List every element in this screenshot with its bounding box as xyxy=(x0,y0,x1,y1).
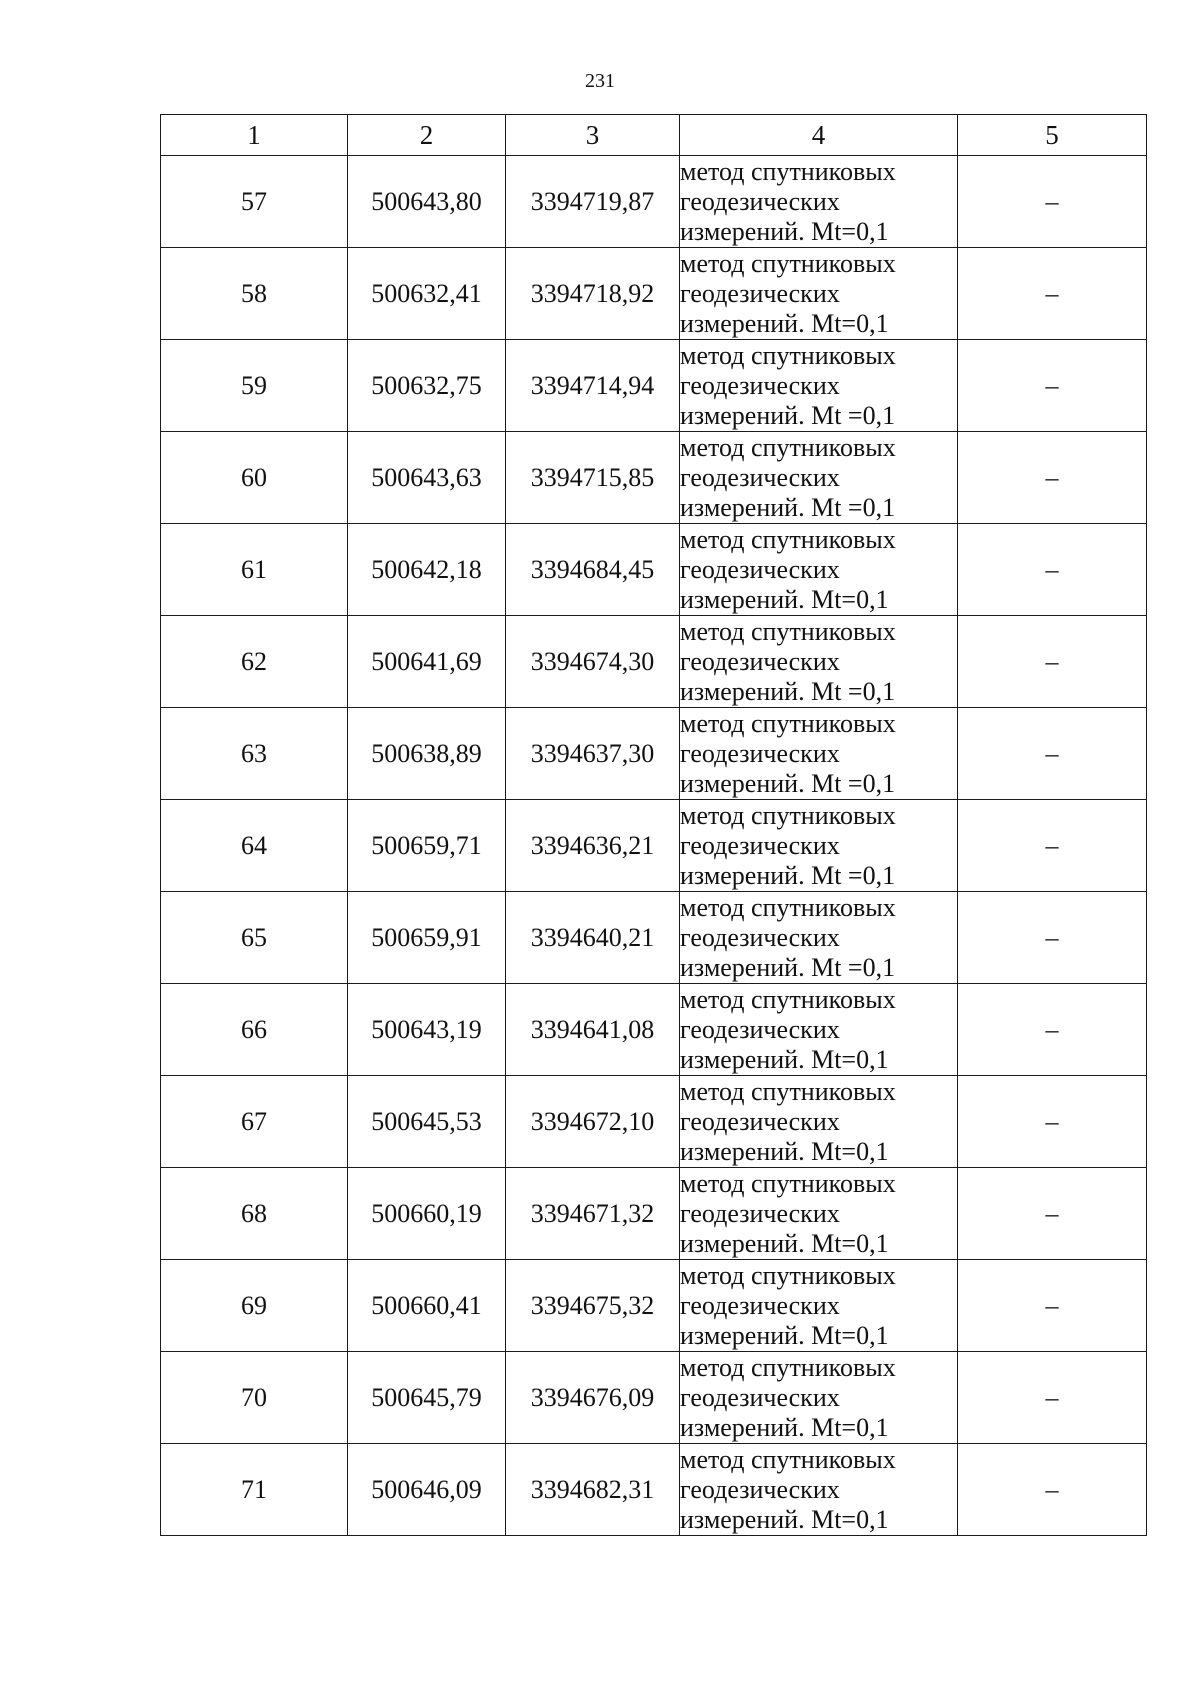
point-number-cell: 64 xyxy=(161,800,348,892)
note-cell: – xyxy=(958,1352,1147,1444)
method-line: измерений. Mt=0,1 xyxy=(680,216,889,246)
table-row xyxy=(161,800,1147,892)
x-coordinate-cell: 500632,75 xyxy=(348,340,506,432)
y-coordinate-cell: 3394641,08 xyxy=(506,984,680,1076)
point-number-cell: 69 xyxy=(161,1260,348,1352)
method-line: геодезических xyxy=(680,1474,840,1504)
method-line: геодезических xyxy=(680,1198,840,1228)
method-cell xyxy=(680,432,958,524)
table-row xyxy=(161,340,1147,432)
y-coordinate-cell: 3394640,21 xyxy=(506,892,680,984)
method-line: геодезических xyxy=(680,830,840,860)
header-cell: 5 xyxy=(958,115,1147,156)
note-cell: – xyxy=(958,340,1147,432)
x-coordinate-cell: 500645,53 xyxy=(348,1076,506,1168)
x-coordinate-cell: 500638,89 xyxy=(348,708,506,800)
x-coordinate-cell: 500646,09 xyxy=(348,1444,506,1536)
method-line: метод спутниковых xyxy=(680,432,896,462)
method-line: геодезических xyxy=(680,922,840,952)
note-cell: – xyxy=(958,156,1147,248)
y-coordinate-cell: 3394714,94 xyxy=(506,340,680,432)
y-coordinate-cell: 3394671,32 xyxy=(506,1168,680,1260)
note-cell: – xyxy=(958,432,1147,524)
note-cell: – xyxy=(958,984,1147,1076)
method-cell xyxy=(680,340,958,432)
x-coordinate-cell: 500659,71 xyxy=(348,800,506,892)
table-body xyxy=(161,156,1147,1536)
note-cell: – xyxy=(958,1076,1147,1168)
note-cell: – xyxy=(958,616,1147,708)
method-line: метод спутниковых xyxy=(680,616,896,646)
x-coordinate-cell: 500643,63 xyxy=(348,432,506,524)
method-line: геодезических xyxy=(680,646,840,676)
y-coordinate-cell: 3394637,30 xyxy=(506,708,680,800)
table-row xyxy=(161,984,1147,1076)
method-cell xyxy=(680,892,958,984)
point-number-cell: 71 xyxy=(161,1444,348,1536)
point-number-cell: 57 xyxy=(161,156,348,248)
note-cell: – xyxy=(958,248,1147,340)
x-coordinate-cell: 500659,91 xyxy=(348,892,506,984)
method-line: метод спутниковых xyxy=(680,524,896,554)
method-line: измерений. Mt=0,1 xyxy=(680,1504,889,1534)
method-line: геодезических xyxy=(680,1106,840,1136)
page-number: 231 xyxy=(585,70,615,92)
point-number-cell: 60 xyxy=(161,432,348,524)
method-line: измерений. Mt =0,1 xyxy=(680,768,896,798)
method-line: геодезических xyxy=(680,278,840,308)
x-coordinate-cell: 500643,19 xyxy=(348,984,506,1076)
point-number-cell: 61 xyxy=(161,524,348,616)
method-line: метод спутниковых xyxy=(680,800,896,830)
method-line: геодезических xyxy=(680,738,840,768)
note-cell: – xyxy=(958,892,1147,984)
method-line: метод спутниковых xyxy=(680,248,896,278)
y-coordinate-cell: 3394675,32 xyxy=(506,1260,680,1352)
method-line: метод спутниковых xyxy=(680,892,896,922)
note-cell: – xyxy=(958,524,1147,616)
table-row xyxy=(161,708,1147,800)
method-cell xyxy=(680,984,958,1076)
point-number-cell: 59 xyxy=(161,340,348,432)
note-cell: – xyxy=(958,1260,1147,1352)
point-number-cell: 67 xyxy=(161,1076,348,1168)
method-line: измерений. Mt=0,1 xyxy=(680,1412,889,1442)
header-cell: 2 xyxy=(348,115,506,156)
y-coordinate-cell: 3394718,92 xyxy=(506,248,680,340)
method-line: метод спутниковых xyxy=(680,1168,896,1198)
table-row xyxy=(161,1352,1147,1444)
table-row xyxy=(161,1168,1147,1260)
method-line: метод спутниковых xyxy=(680,708,896,738)
x-coordinate-cell: 500660,41 xyxy=(348,1260,506,1352)
y-coordinate-cell: 3394674,30 xyxy=(506,616,680,708)
method-line: измерений. Mt =0,1 xyxy=(680,860,896,890)
y-coordinate-cell: 3394672,10 xyxy=(506,1076,680,1168)
header-cell: 3 xyxy=(506,115,680,156)
method-line: измерений. Mt=0,1 xyxy=(680,1044,889,1074)
point-number-cell: 63 xyxy=(161,708,348,800)
method-cell xyxy=(680,1352,958,1444)
table-row xyxy=(161,1076,1147,1168)
y-coordinate-cell: 3394715,85 xyxy=(506,432,680,524)
y-coordinate-cell: 3394684,45 xyxy=(506,524,680,616)
note-cell: – xyxy=(958,800,1147,892)
method-line: метод спутниковых xyxy=(680,984,896,1014)
method-cell xyxy=(680,524,958,616)
method-line: геодезических xyxy=(680,1382,840,1412)
method-line: измерений. Mt=0,1 xyxy=(680,1320,889,1350)
method-cell xyxy=(680,1260,958,1352)
coordinates-table xyxy=(160,114,1147,1536)
method-line: геодезических xyxy=(680,186,840,216)
table-row xyxy=(161,1260,1147,1352)
method-cell xyxy=(680,708,958,800)
header-row xyxy=(161,115,1147,156)
note-cell: – xyxy=(958,1168,1147,1260)
method-line: метод спутниковых xyxy=(680,156,896,186)
point-number-cell: 66 xyxy=(161,984,348,1076)
method-cell xyxy=(680,616,958,708)
table-row xyxy=(161,432,1147,524)
method-line: метод спутниковых xyxy=(680,1260,896,1290)
table-row xyxy=(161,892,1147,984)
header-cell: 1 xyxy=(161,115,348,156)
table-row xyxy=(161,1444,1147,1536)
x-coordinate-cell: 500632,41 xyxy=(348,248,506,340)
method-line: геодезических xyxy=(680,1014,840,1044)
method-line: геодезических xyxy=(680,554,840,584)
method-cell xyxy=(680,1168,958,1260)
x-coordinate-cell: 500643,80 xyxy=(348,156,506,248)
y-coordinate-cell: 3394636,21 xyxy=(506,800,680,892)
method-line: геодезических xyxy=(680,370,840,400)
table-row xyxy=(161,248,1147,340)
method-line: измерений. Mt=0,1 xyxy=(680,308,889,338)
method-line: измерений. Mt=0,1 xyxy=(680,584,889,614)
point-number-cell: 65 xyxy=(161,892,348,984)
method-line: измерений. Mt =0,1 xyxy=(680,676,896,706)
point-number-cell: 62 xyxy=(161,616,348,708)
method-cell xyxy=(680,800,958,892)
note-cell: – xyxy=(958,708,1147,800)
method-line: измерений. Mt=0,1 xyxy=(680,1136,889,1166)
method-line: метод спутниковых xyxy=(680,1444,896,1474)
method-line: геодезических xyxy=(680,462,840,492)
method-line: измерений. Mt=0,1 xyxy=(680,1228,889,1258)
x-coordinate-cell: 500641,69 xyxy=(348,616,506,708)
method-line: измерений. Mt =0,1 xyxy=(680,400,896,430)
table-row xyxy=(161,616,1147,708)
point-number-cell: 58 xyxy=(161,248,348,340)
x-coordinate-cell: 500660,19 xyxy=(348,1168,506,1260)
point-number-cell: 70 xyxy=(161,1352,348,1444)
method-line: геодезических xyxy=(680,1290,840,1320)
y-coordinate-cell: 3394719,87 xyxy=(506,156,680,248)
point-number-cell: 68 xyxy=(161,1168,348,1260)
table-row xyxy=(161,524,1147,616)
note-cell: – xyxy=(958,1444,1147,1536)
method-cell xyxy=(680,248,958,340)
table-row xyxy=(161,156,1147,248)
header-cell: 4 xyxy=(680,115,958,156)
method-line: метод спутниковых xyxy=(680,340,896,370)
y-coordinate-cell: 3394676,09 xyxy=(506,1352,680,1444)
method-line: метод спутниковых xyxy=(680,1076,896,1106)
method-line: измерений. Mt =0,1 xyxy=(680,952,896,982)
x-coordinate-cell: 500645,79 xyxy=(348,1352,506,1444)
method-line: измерений. Mt =0,1 xyxy=(680,492,896,522)
method-line: метод спутниковых xyxy=(680,1352,896,1382)
method-cell xyxy=(680,156,958,248)
x-coordinate-cell: 500642,18 xyxy=(348,524,506,616)
y-coordinate-cell: 3394682,31 xyxy=(506,1444,680,1536)
method-cell xyxy=(680,1444,958,1536)
method-cell xyxy=(680,1076,958,1168)
